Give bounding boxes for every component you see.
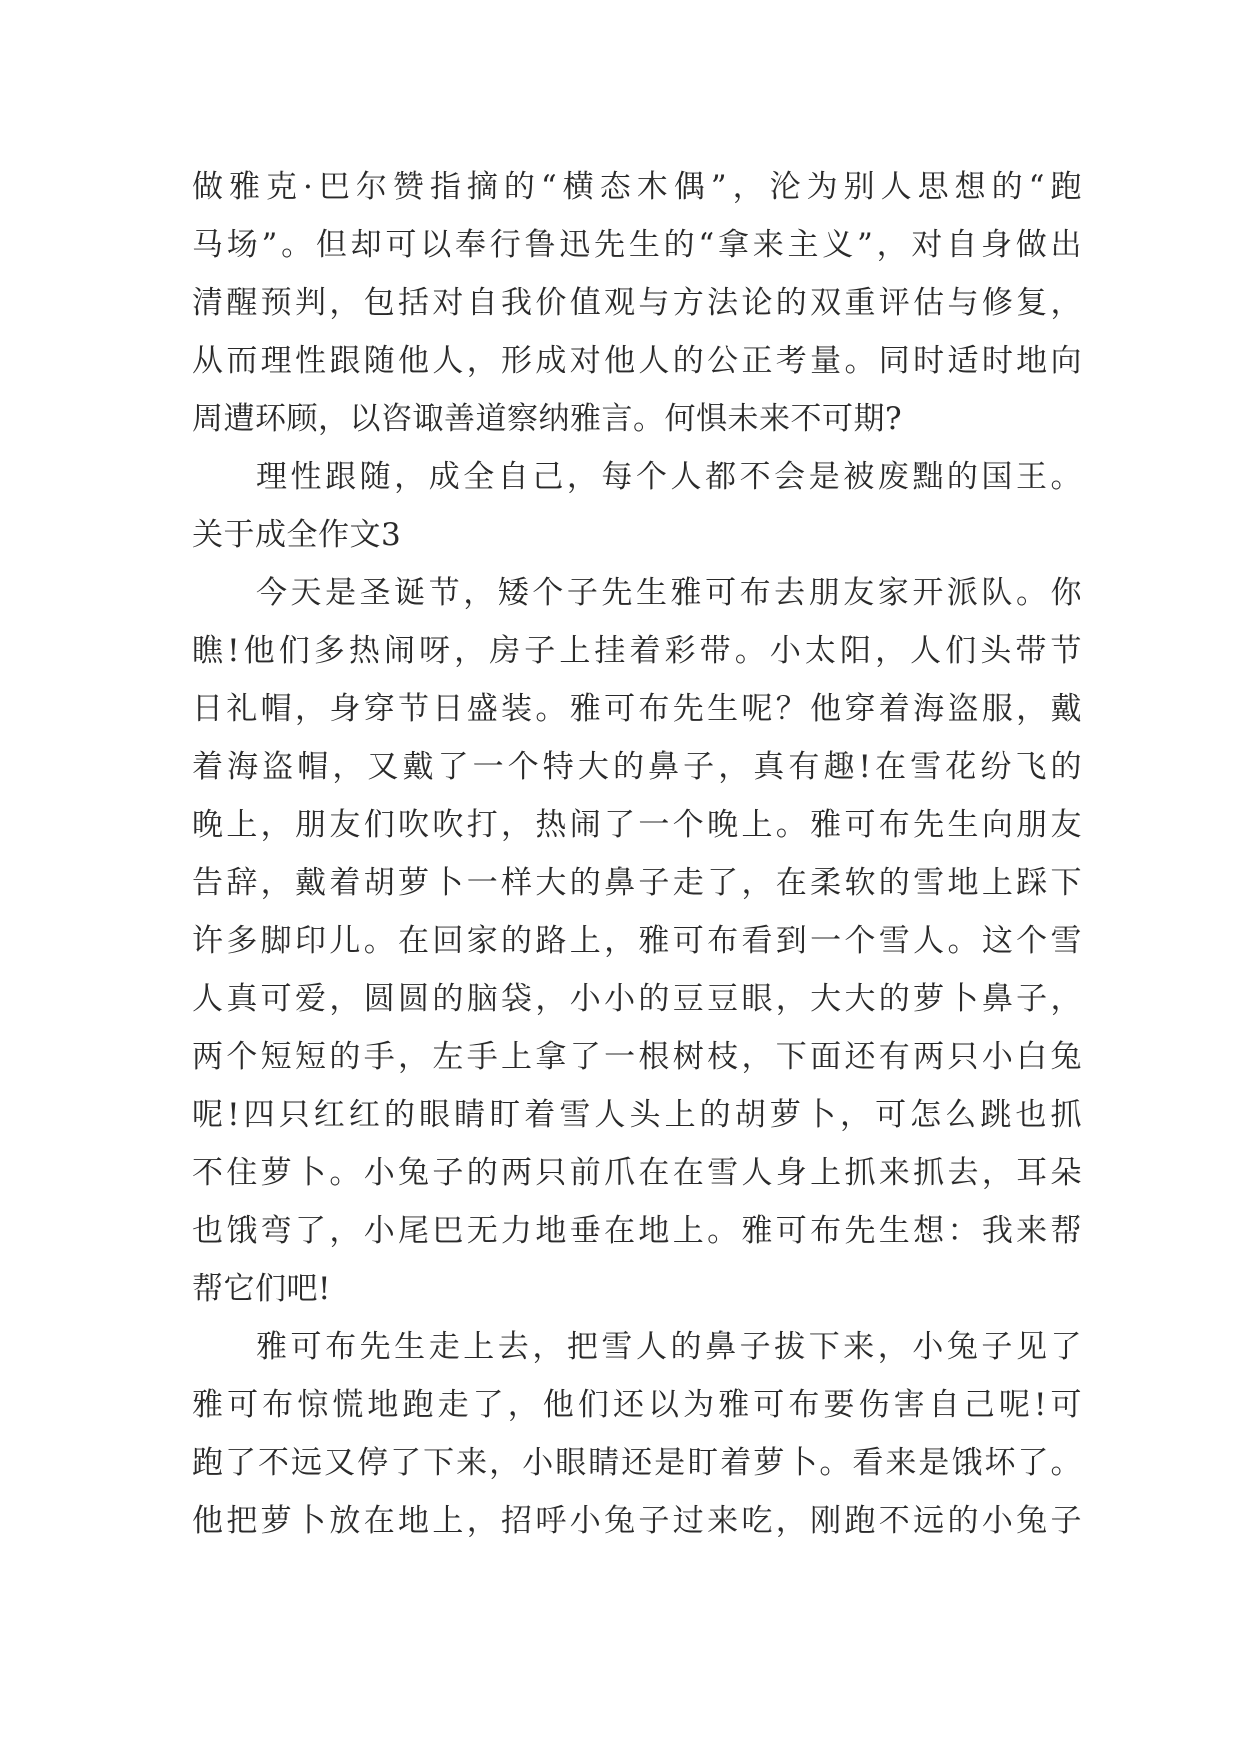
paragraph-line: 晚上，朋友们吹吹打，热闹了一个晚上。雅可布先生向朋友 <box>192 807 1082 843</box>
paragraph-line: 做雅克·巴尔赞指摘的“横态木偶”，沦为别人思想的“跑 <box>192 169 1082 205</box>
paragraph-line: 两个短短的手，左手上拿了一根树枝，下面还有两只小白兔 <box>192 1039 1082 1075</box>
paragraph-line: 清醒预判，包括对自我价值观与方法论的双重评估与修复， <box>192 285 1082 321</box>
paragraph-line: 也饿弯了，小尾巴无力地垂在地上。雅可布先生想：我来帮 <box>192 1213 1082 1249</box>
paragraph-line: 告辞，戴着胡萝卜一样大的鼻子走了，在柔软的雪地上踩下 <box>192 865 1082 901</box>
section-heading: 关于成全作文3 <box>192 517 402 553</box>
paragraph-line: 今天是圣诞节，矮个子先生雅可布去朋友家开派队。你 <box>256 575 1082 611</box>
paragraph-line: 瞧!他们多热闹呀，房子上挂着彩带。小太阳，人们头带节 <box>192 633 1082 669</box>
paragraph-line: 着海盗帽，又戴了一个特大的鼻子，真有趣!在雪花纷飞的 <box>192 749 1082 785</box>
document-body <box>192 158 1082 1550</box>
paragraph-line: 理性跟随，成全自己，每个人都不会是被废黜的国王。 <box>256 459 1082 495</box>
paragraph-line: 许多脚印儿。在回家的路上，雅可布看到一个雪人。这个雪 <box>192 923 1082 959</box>
paragraph-line: 人真可爱，圆圆的脑袋，小小的豆豆眼，大大的萝卜鼻子， <box>192 981 1082 1017</box>
paragraph-line: 他把萝卜放在地上，招呼小兔子过来吃，刚跑不远的小兔子 <box>192 1503 1082 1539</box>
paragraph-line: 从而理性跟随他人，形成对他人的公正考量。同时适时地向 <box>192 343 1082 379</box>
paragraph-line: 周遭环顾，以咨诹善道察纳雅言。何惧未来不可期? <box>192 401 903 437</box>
paragraph-line: 跑了不远又停了下来，小眼睛还是盯着萝卜。看来是饿坏了。 <box>192 1445 1082 1481</box>
paragraph-line: 日礼帽，身穿节日盛装。雅可布先生呢？他穿着海盗服，戴 <box>192 691 1082 727</box>
paragraph-line: 马场”。但却可以奉行鲁迅先生的“拿来主义”，对自身做出 <box>192 227 1082 263</box>
paragraph-line: 帮它们吧! <box>192 1271 331 1307</box>
paragraph-line: 不住萝卜。小兔子的两只前爪在在雪人身上抓来抓去，耳朵 <box>192 1155 1082 1191</box>
paragraph-line: 雅可布惊慌地跑走了，他们还以为雅可布要伤害自己呢!可 <box>192 1387 1082 1423</box>
paragraph-line: 雅可布先生走上去，把雪人的鼻子拔下来，小兔子见了 <box>256 1329 1082 1365</box>
paragraph-line: 呢!四只红红的眼睛盯着雪人头上的胡萝卜，可怎么跳也抓 <box>192 1097 1082 1133</box>
